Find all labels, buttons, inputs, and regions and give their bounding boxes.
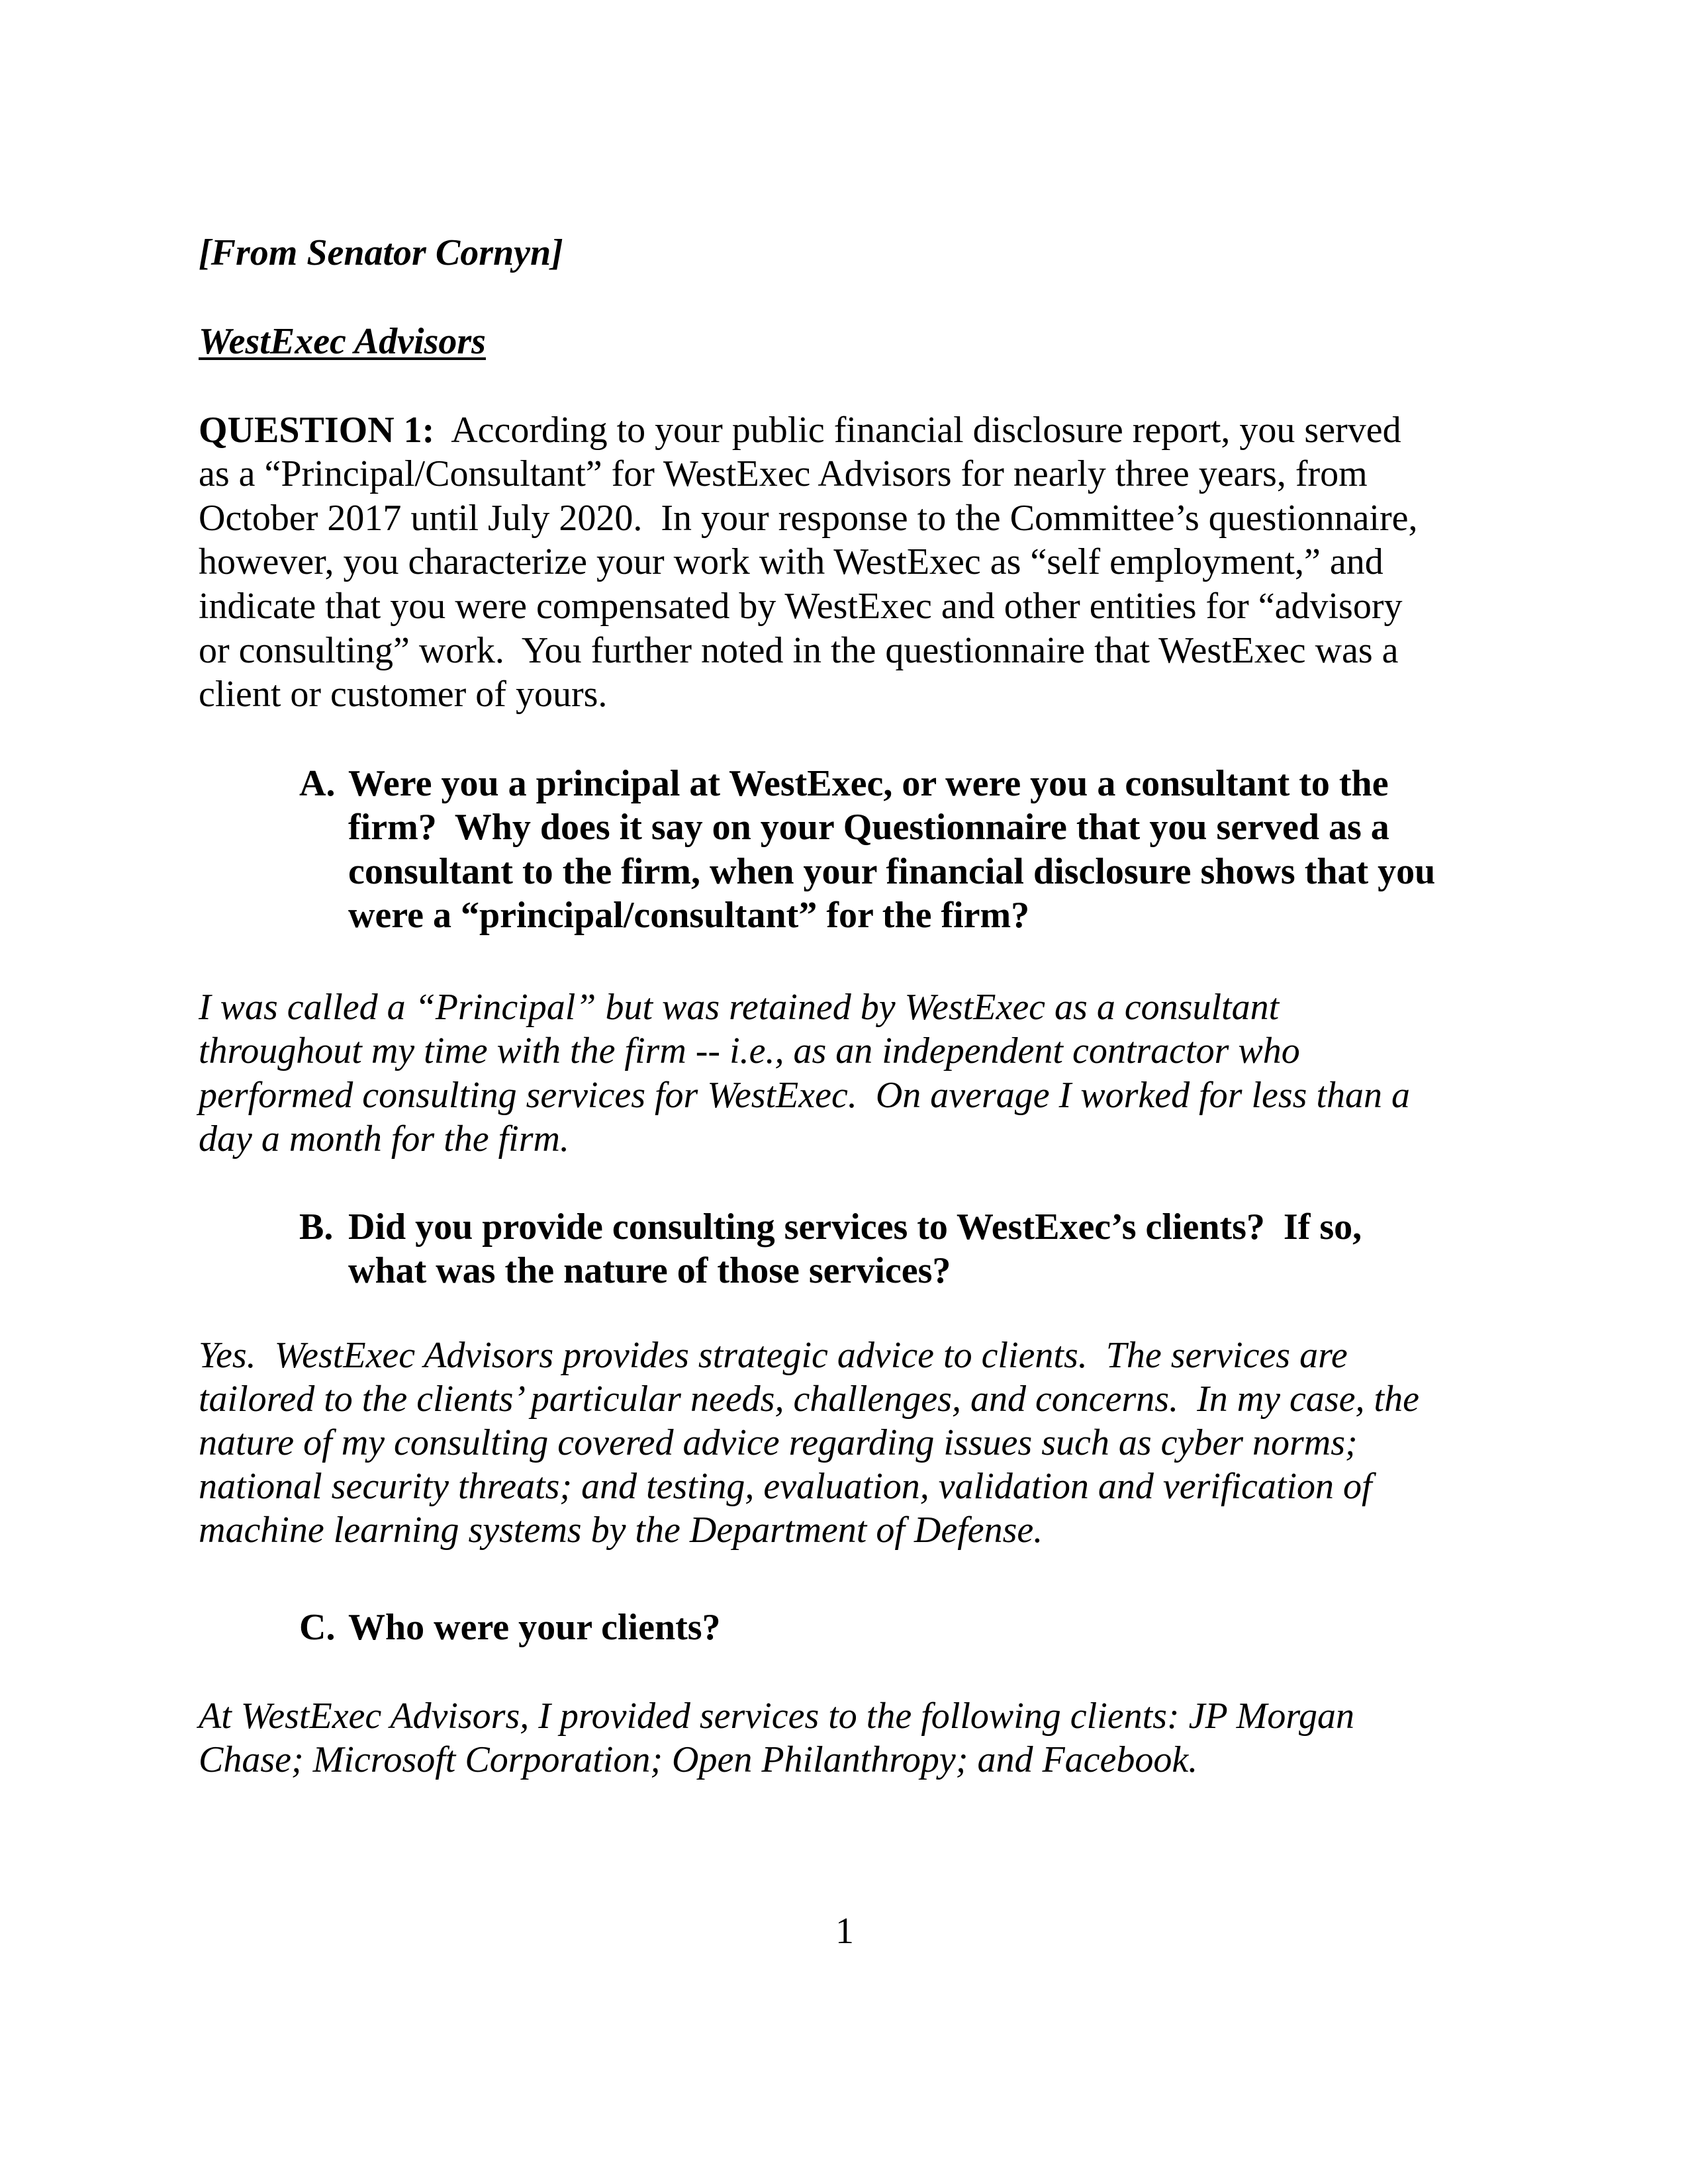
answer-line: At WestExec Advisors, I provided services to the following clients: JP Morgan bbox=[199, 1696, 1355, 1737]
answer-line: performed consulting services for WestExec. On average I worked for less than a bbox=[199, 1075, 1411, 1116]
answer-line: tailored to the clients’ particular needs, challenges, and concerns. In my case, the bbox=[199, 1379, 1419, 1420]
question-line: client or customer of yours. bbox=[199, 674, 608, 715]
subquestion-line: C. Who were your clients? bbox=[299, 1607, 721, 1648]
answer-line: throughout my time with the firm -- i.e., as an independent contractor who bbox=[199, 1030, 1300, 1071]
subquestion-label: B. bbox=[299, 1206, 334, 1248]
subquestion-line: were a “principal/consultant” for the firm? bbox=[348, 895, 1030, 936]
question-line: October 2017 until July 2020. In your response to the Committee’s questionnaire, bbox=[199, 498, 1418, 539]
answer-line: national security threats; and testing, evaluation, validation and verification of bbox=[199, 1466, 1372, 1507]
subquestion-label: C. bbox=[299, 1607, 336, 1648]
question-line: or consulting” work. You further noted in the questionnaire that WestExec was a bbox=[199, 630, 1399, 671]
subquestion-line: A. Were you a principal at WestExec, or were you a consultant to the bbox=[299, 763, 1389, 804]
subquestion-line: firm? Why does it say on your Questionnaire that you served as a bbox=[348, 807, 1389, 848]
answer-line: Yes. WestExec Advisors provides strategic advice to clients. The services are bbox=[199, 1335, 1348, 1376]
subquestion-line: what was the nature of those services? bbox=[348, 1250, 951, 1291]
subquestion-line: consultant to the firm, when your financial disclosure shows that you bbox=[348, 851, 1436, 892]
answer-line: machine learning systems by the Department of Defense. bbox=[199, 1510, 1043, 1551]
question-line: QUESTION 1: According to your public financial disclosure report, you served bbox=[199, 410, 1401, 451]
subquestion-line: B. Did you provide consulting services to WestExec’s clients? If so, bbox=[299, 1206, 1362, 1248]
subquestion-label: A. bbox=[299, 763, 336, 804]
answer-line: day a month for the firm. bbox=[199, 1118, 569, 1160]
answer-line: Chase; Microsoft Corporation; Open Philanthropy; and Facebook. bbox=[199, 1739, 1198, 1780]
page-number: 1 bbox=[835, 1911, 854, 1952]
question-line: however, you characterize your work with WestExec as “self employment,” and bbox=[199, 541, 1383, 582]
question-line: indicate that you were compensated by WestExec and other entities for “advisory bbox=[199, 586, 1403, 627]
section-title: WestExec Advisors bbox=[199, 321, 486, 362]
answer-line: nature of my consulting covered advice regarding issues such as cyber norms; bbox=[199, 1422, 1358, 1463]
source-header: [From Senator Cornyn] bbox=[199, 232, 563, 273]
question-line: as a “Principal/Consultant” for WestExec Advisors for nearly three years, from bbox=[199, 453, 1368, 494]
question-label: QUESTION 1: bbox=[199, 410, 435, 451]
answer-line: I was called a “Principal” but was retained by WestExec as a consultant bbox=[199, 987, 1280, 1028]
